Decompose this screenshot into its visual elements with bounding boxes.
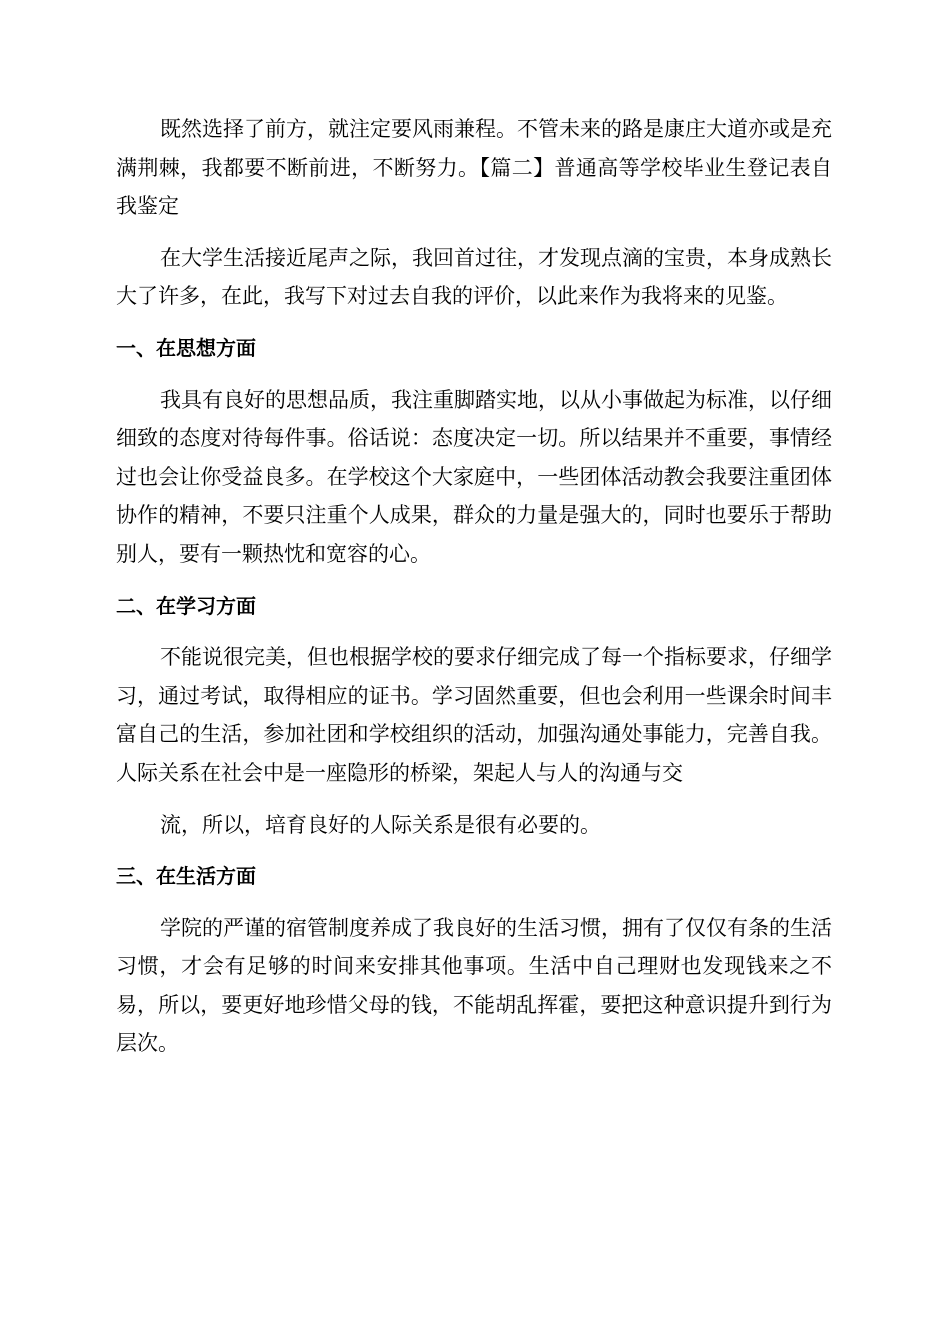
document-body [116, 110, 832, 1076]
section-heading-study: 二、在学习方面 [116, 593, 256, 618]
paragraph-life: 学院的严谨的宿管制度养成了我良好的生活习惯，拥有了仅仅有条的生活习惯，才会有足够的时间来安排其他事项。生活中自己理财也发现钱来之不易，所以，要更好地珍惜父母的钱，不能胡乱挥霍，要把这种意识提升到行为层次。 [116, 915, 832, 1056]
section-heading-thought: 一、在思想方面 [116, 335, 256, 360]
paragraph-study: 不能说很完美，但也根据学校的要求仔细完成了每一个指标要求，仔细学习，通过考试，取得相应的证书。学习固然重要，但也会利用一些课余时间丰富自己的生活，参加社团和学校组织的活动，加强沟通处事能力，完善自我。人际关系在社会中是一座隐形的桥梁，架起人与人的沟通与交 [116, 645, 832, 785]
paragraph-thought: 我具有良好的思想品质，我注重脚踏实地，以从小事做起为标准，以仔细细致的态度对待每件事。俗话说：态度决定一切。所以结果并不重要，事情经过也会让你受益良多。在学校这个大家庭中，一些团体活动教会我要注重团体协作的精神，不要只注重个人成果，群众的力量是强大的，同时也要乐于帮助别人，要有一颗热忱和宽容的心。 [116, 387, 832, 566]
paragraph-intro: 既然选择了前方，就注定要风雨兼程。不管未来的路是康庄大道亦或是充满荆棘，我都要不断前进，不断努力。【篇二】普通高等学校毕业生登记表自我鉴定 [116, 117, 832, 219]
paragraph-reflection: 在大学生活接近尾声之际，我回首过往，才发现点滴的宝贵，本身成熟长大了许多，在此，我写下对过去自我的评价，以此来作为我将来的见鉴。 [116, 245, 832, 309]
paragraph-study-continued: 流，所以，培育良好的人际关系是很有必要的。 [160, 812, 601, 837]
section-heading-life: 三、在生活方面 [116, 864, 256, 889]
